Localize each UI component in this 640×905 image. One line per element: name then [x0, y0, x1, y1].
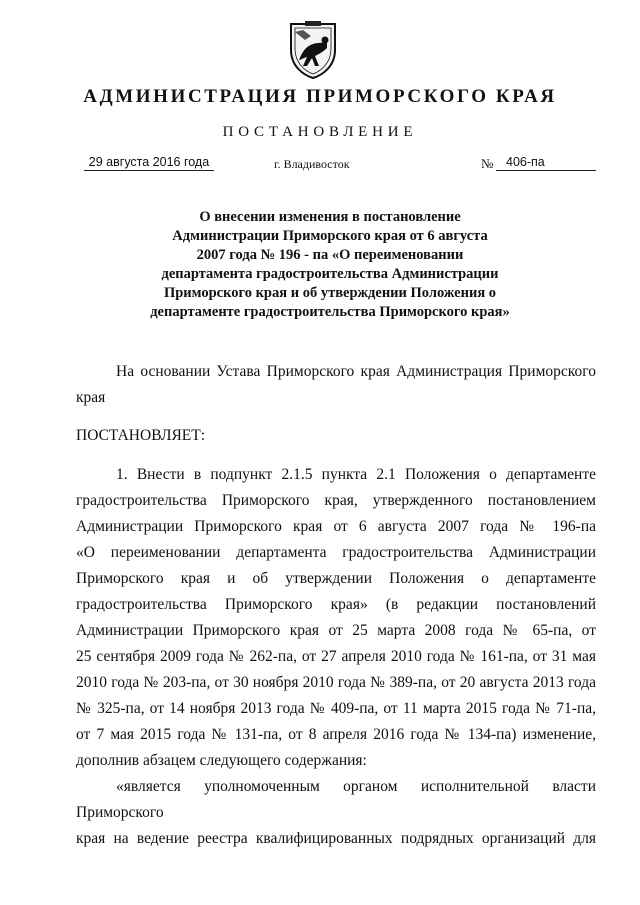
paragraph-line: от 7 мая 2015 года № 131-па, от 8 апреля 2016 года № 134-па) изменение, [76, 726, 596, 743]
document-number-label: № [481, 156, 494, 171]
paragraph-line: Администрации Приморского края от 6 августа 2007 года № 196-па [76, 518, 596, 535]
paragraph-line: Администрации Приморского края от 25 марта 2008 года № 65-па, от [76, 622, 596, 639]
resolves-heading: ПОСТАНОВЛЯЕТ: [76, 427, 206, 444]
paragraph-line: № 325-па, от 14 ноября 2013 года № 409-па, от 11 марта 2015 года № 71-па, [76, 700, 596, 717]
document-type: ПОСТАНОВЛЕНИЕ [222, 124, 418, 140]
subject-line: О внесении изменения в постановление [199, 209, 461, 225]
paragraph-line: края [76, 389, 106, 406]
paragraph-line: градостроительства Приморского края» (в редакции постановлений [76, 596, 596, 613]
item-1-paragraph [76, 462, 596, 774]
subject-line: Администрации Приморского края от 6 августа [172, 228, 488, 244]
subject-line: департаменте градостроительства Приморского края» [150, 304, 510, 320]
subject-line: Приморского края и об утверждении Положения о [163, 285, 497, 301]
document-number: 406-па [496, 155, 596, 171]
quote-paragraph [76, 774, 596, 852]
document-date: 29 августа 2016 года [84, 155, 214, 171]
paragraph-line: края на ведение реестра квалифицированных подрядных организаций для [76, 830, 596, 847]
paragraph-line: Приморского края и об утверждении Положения о департаменте [76, 570, 596, 587]
subject-line: департамента градостроительства Администрации [161, 266, 499, 282]
paragraph-line: градостроительства Приморского края, утвержденного постановлением [76, 492, 596, 509]
paragraph-line: На основании Устава Приморского края Администрация Приморского [116, 363, 596, 380]
document-subject [120, 208, 540, 322]
subject-line: 2007 года № 196 - па «О переименовании [196, 247, 464, 263]
paragraph-line: 1. Внести в подпункт 2.1.5 пункта 2.1 Положения о департаменте [116, 466, 596, 483]
paragraph-line: «является уполномоченным органом исполнительной власти Приморского [76, 778, 596, 821]
paragraph-line: «О переименовании департамента градостроительства Администрации [76, 544, 596, 561]
paragraph-line: 2010 года № 203-па, от 30 ноября 2010 года № 389-па, от 20 августа 2013 года [76, 674, 596, 691]
primorye-coat-of-arms-icon [285, 20, 341, 80]
basis-paragraph [76, 359, 596, 411]
org-title: АДМИНИСТРАЦИЯ ПРИМОРСКОГО КРАЯ [83, 86, 557, 107]
document-city: г. Владивосток [274, 157, 350, 171]
paragraph-line: 25 сентября 2009 года № 262-па, от 27 апреля 2010 года № 161-па, от 31 мая [76, 648, 596, 665]
paragraph-line: дополнив абзацем следующего содержания: [76, 752, 367, 769]
